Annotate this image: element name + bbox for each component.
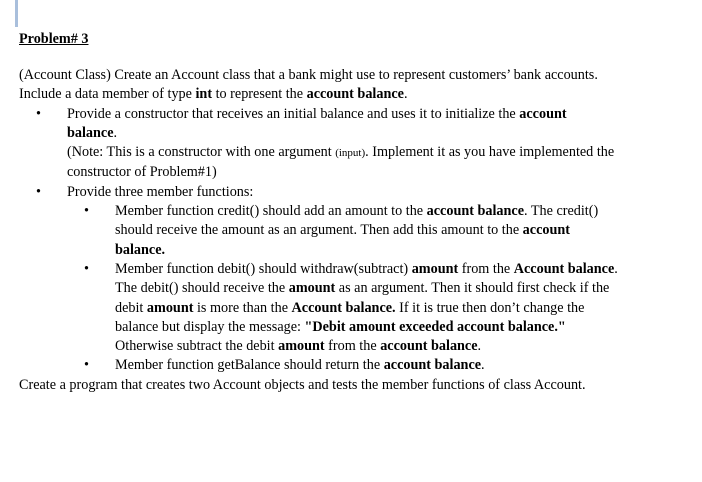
debit-bold-8: account balance (380, 338, 478, 355)
constructor-item (19, 105, 619, 183)
constructor-note-small: (input) (335, 147, 366, 160)
debit-text-7: Otherwise subtract the debit (115, 338, 279, 355)
document-body (19, 30, 619, 395)
closing-paragraph: Create a program that creates two Account objects and tests the member functions of class Account. (19, 376, 586, 393)
constructor-note (67, 144, 614, 180)
debit-text-4: as an argument. Then it should first check if the debit (115, 280, 610, 316)
constructor-note-text-1: (Note: This is a constructor with one argument (67, 144, 336, 161)
debit-bold-5: Account balance. (291, 299, 396, 316)
debit-text-3: . The debit() should receive the (115, 260, 618, 297)
getbalance-item (66, 356, 619, 375)
member-functions-label: Provide three member functions: (67, 183, 254, 200)
getbalance-text-1: Member function getBalance should return the (115, 357, 384, 374)
constructor-text-2: . (113, 124, 118, 141)
blank-line (19, 49, 619, 66)
member-functions-list (67, 202, 619, 376)
debit-bold-message: "Debit amount exceeded account balance." (304, 318, 566, 335)
intro-bold-account-balance: account balance (306, 86, 404, 103)
bullet-glyph: • (84, 203, 89, 220)
text-cursor-bar (15, 0, 18, 27)
credit-bold-1: account balance (426, 203, 524, 220)
bullet-glyph: • (36, 183, 41, 200)
debit-text-6: If it is true then don’t change the balance but display the message: (115, 299, 585, 335)
intro-text-1: (Account Class) Create an Account class that a bank might use to represent customers’ bank accounts. Include a data member of type (19, 67, 598, 103)
debit-bold-2: Account balance (513, 260, 615, 277)
credit-text-2: . The credit() should receive the amount as an argument. Then add this amount to the (115, 203, 599, 239)
debit-text-1: Member function debit() should withdraw(subtract) (115, 260, 412, 277)
intro-text-3: . (403, 86, 408, 103)
debit-text-2: from the (458, 260, 514, 277)
problem-title: Problem# 3 (19, 31, 89, 47)
credit-text-1: Member function credit() should add an amount to the (115, 203, 427, 220)
credit-item (66, 202, 619, 260)
debit-item (66, 260, 619, 356)
debit-bold-7: amount (278, 338, 325, 355)
debit-bold-4: amount (146, 299, 194, 316)
bullet-glyph: • (36, 105, 41, 122)
intro-text-2: to represent the (212, 86, 307, 103)
bullet-glyph: • (84, 260, 89, 277)
intro-paragraph (19, 66, 619, 105)
constructor-note-text-2: . Implement it as you have implemented the constructor of Problem#1) (67, 144, 615, 181)
getbalance-bold-1: account balance (383, 357, 482, 374)
member-functions-item (19, 183, 619, 376)
bullet-glyph: • (84, 357, 89, 374)
constructor-text-1: Provide a constructor that receives an initial balance and uses it to initialize the (67, 105, 520, 122)
debit-text-9: . (477, 338, 482, 355)
debit-bold-3: amount (288, 280, 336, 297)
debit-bold-1: amount (411, 260, 459, 277)
debit-text-8: from the (324, 338, 381, 355)
debit-text-5: is more than the (193, 299, 292, 316)
getbalance-text-2: . (481, 357, 485, 374)
constructor-bold-account-balance: account balance (67, 105, 567, 141)
intro-bold-int: int (195, 86, 213, 103)
credit-bold-2: account balance. (115, 222, 570, 258)
requirements-list (19, 105, 619, 376)
